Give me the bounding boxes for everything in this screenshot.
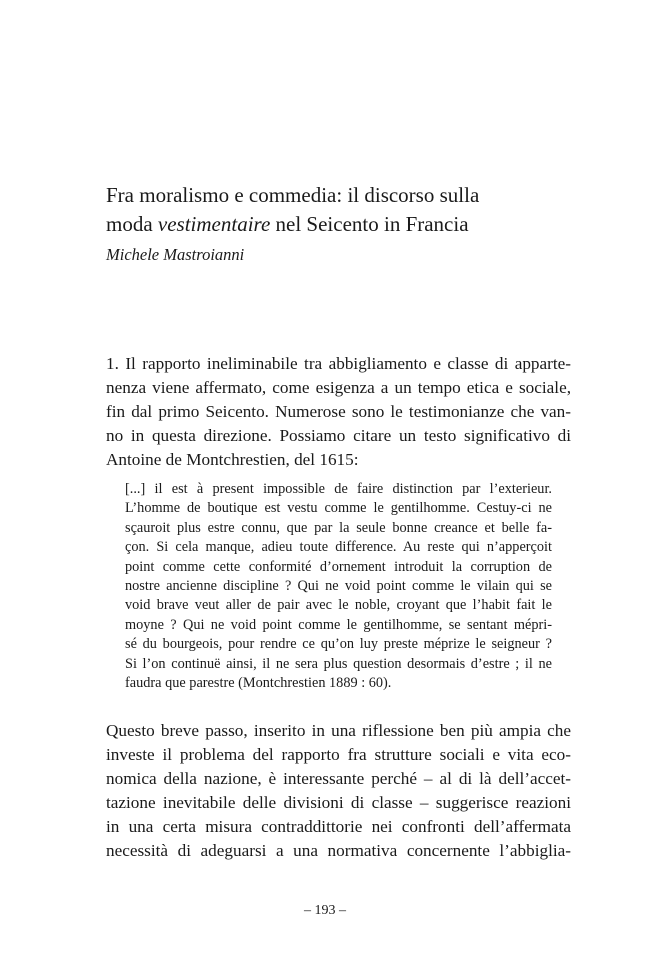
quote-line: nostre ancienne discipline ? Qui ne void point comme le vilain qui se <box>125 578 552 595</box>
quote-line: void brave veut aller de pair avec le noble, croyant que l’habit fait le <box>125 597 552 614</box>
paragraph-1-line: fin dal primo Seicento. Numerose sono le testimonianze che van- <box>106 402 571 421</box>
page-number: – 193 – <box>304 903 346 918</box>
paragraph-2-line: necessità di adeguarsi a una normativa concernente l’abbiglia- <box>106 841 571 860</box>
paragraph-1-line: 1. Il rapporto ineliminabile tra abbigliamento e classe di apparte- <box>106 354 571 373</box>
paragraph-1-line: Antoine de Montchrestien, del 1615: <box>106 450 359 469</box>
paragraph-2-line: Questo breve passo, inserito in una riflessione ben più ampia che <box>106 721 571 740</box>
article-author: Michele Mastroianni <box>106 245 245 264</box>
paragraph-1-line: no in questa direzione. Possiamo citare un testo significativo di <box>106 426 571 445</box>
title-line-2-suffix: nel Seicento in Francia <box>270 212 469 236</box>
quote-line: çon. Si cela manque, adieu toute difference. Au reste qui n’apperçoit <box>125 539 552 556</box>
paragraph-1 <box>106 352 571 472</box>
quote-line: sé du bourgeois, pour rendre ce qu’on luy preste méprize le seigneur ? <box>125 636 552 653</box>
quote-line: point comme cette conformité d’ornement introduit la corruption de <box>125 558 552 575</box>
article-title <box>106 181 576 239</box>
quote-line: sçauroit plus estre connu, que par la seule bonne creance et belle fa- <box>125 519 552 536</box>
block-quote <box>125 480 552 693</box>
quote-line: moyne ? Qui ne void point comme le gentilhomme, se sentant mépri- <box>125 616 552 633</box>
paragraph-2-line: tazione inevitabile delle divisioni di classe – suggerisce reazioni <box>106 793 571 812</box>
quote-line: [...] il est à present impossible de faire distinction par l’exterieur. <box>125 481 552 497</box>
quote-line: Si l’on continuë ainsi, il ne sera plus question desormais d’estre ; il ne <box>125 655 552 672</box>
title-line-2 <box>106 210 576 239</box>
paragraph-1-line: nenza viene affermato, come esigenza a un tempo etica e sociale, <box>106 378 571 397</box>
paragraph-2-line: nomica della nazione, è interessante perché – al di là dell’accet- <box>106 769 571 788</box>
paragraph-2-line: in una certa misura contraddittorie nei confronti dell’affermata <box>106 817 571 836</box>
quote-line: L’homme de boutique est vestu comme le gentilhomme. Cestuy-ci ne <box>125 500 552 517</box>
paragraph-2 <box>106 719 571 863</box>
quote-line: faudra que parestre (Montchrestien 1889 : 60). <box>125 675 392 692</box>
title-italic-word: vestimentaire <box>157 212 271 236</box>
title-line-1: Fra moralismo e commedia: il discorso sulla <box>106 183 480 207</box>
title-line-2-prefix: moda <box>106 212 158 236</box>
paragraph-2-line: investe il problema del rapporto fra strutture sociali e vita eco- <box>106 745 571 764</box>
